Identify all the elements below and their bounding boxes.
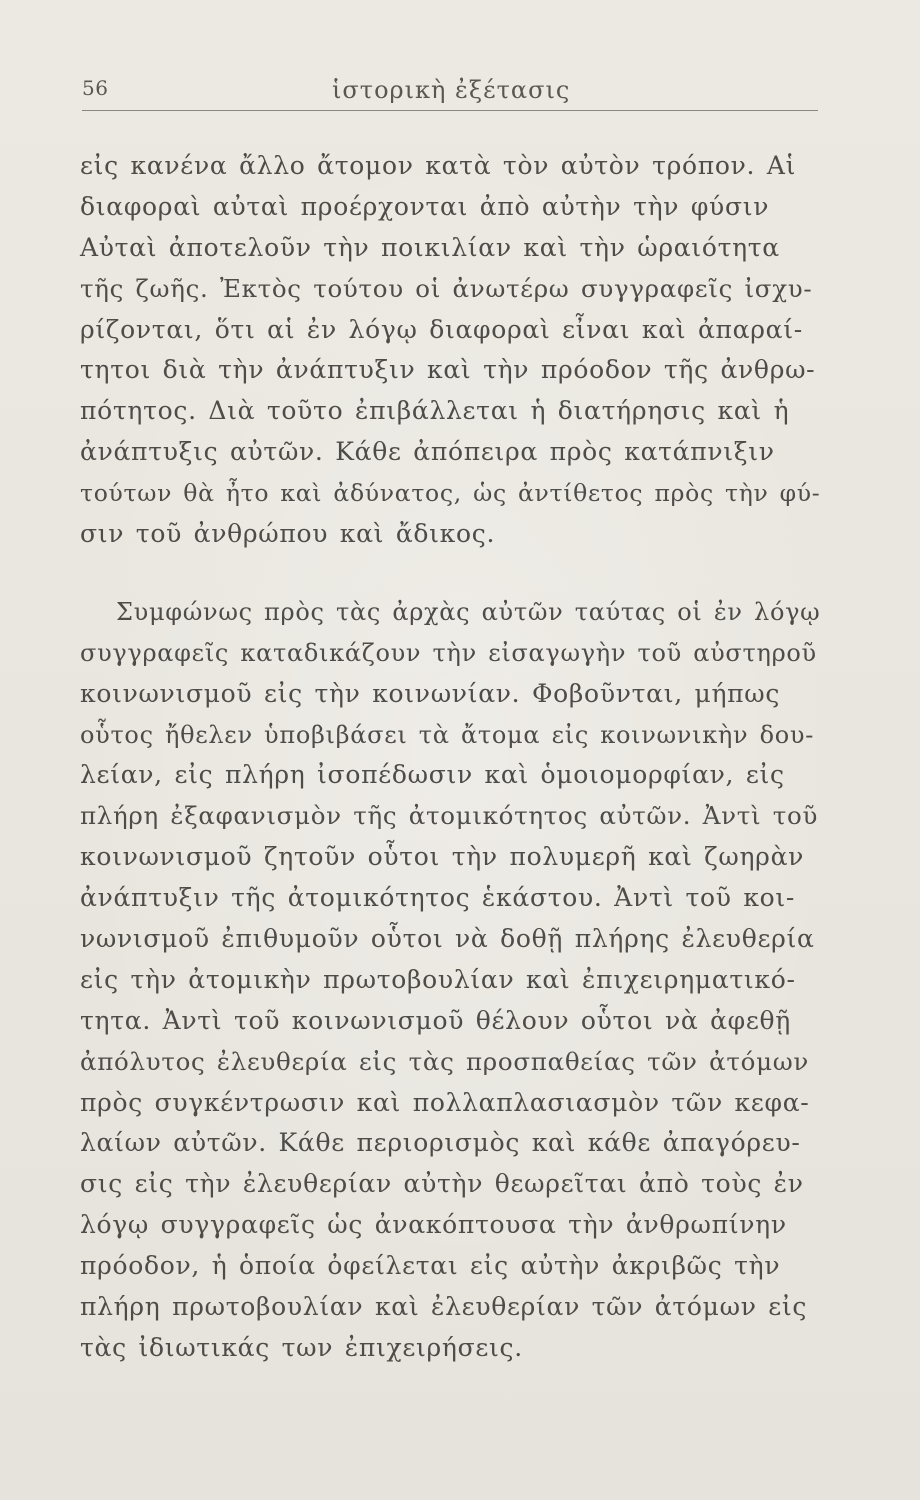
text-line: Συμφώνως πρὸς τὰς ἀρχὰς αὐτῶν ταύτας οἱ ἐν λόγῳ bbox=[116, 597, 821, 626]
text-line: πλήρη πρωτοβουλίαν καὶ ἐλευθερίαν τῶν ἀτόμων εἰς bbox=[80, 1292, 808, 1322]
text-line: διαφοραὶ αὐταὶ προέρχονται ἀπὸ αὐτὴν τὴν φύσιν bbox=[80, 191, 770, 221]
running-head bbox=[82, 72, 818, 112]
paragraph-gap bbox=[80, 555, 822, 592]
running-head-title: ἱστορικὴ ἐξέτασις bbox=[332, 76, 571, 104]
text-line: Αὐταὶ ἀποτελοῦν τὴν ποικιλίαν καὶ τὴν ὡραιότητα bbox=[80, 232, 780, 262]
text-line: κοινωνισμοῦ ζητοῦν οὗτοι τὴν πολυμερῆ καὶ ζωηρὰν bbox=[80, 842, 805, 872]
page-number: 56 bbox=[82, 76, 109, 100]
text-line: εἰς κανένα ἄλλο ἄτομον κατὰ τὸν αὐτὸν τρόπον. Αἱ bbox=[80, 151, 797, 180]
text-line: οὗτος ἤθελεν ὑποβιβάσει τὰ ἄτομα εἰς κοινωνικὴν δου- bbox=[80, 720, 815, 749]
text-line: τητοι διὰ τὴν ἀνάπτυξιν καὶ τὴν πρόοδον τῆς ἀνθρω- bbox=[80, 355, 816, 385]
text-line: λόγῳ συγγραφεῖς ὡς ἀνακόπτουσα τὴν ἀνθρωπίνην bbox=[80, 1210, 787, 1240]
text-line: λείαν, εἰς πλήρη ἰσοπέδωσιν καὶ ὁμοιομορφίαν, εἰς bbox=[80, 760, 785, 790]
body-text bbox=[80, 146, 822, 1369]
text-line: τῆς ζωῆς. Ἐκτὸς τούτου οἱ ἀνωτέρω συγγραφεῖς ἰσχυ- bbox=[80, 273, 813, 303]
text-line: πλήρη ἐξαφανισμὸν τῆς ἀτομικότητος αὐτῶν. Ἀντὶ τοῦ bbox=[80, 801, 819, 831]
text-line: ρίζονται, ὅτι αἱ ἐν λόγῳ διαφοραὶ εἶναι καὶ ἀπαραί- bbox=[80, 314, 803, 344]
text-line: πρόοδον, ἡ ὁποία ὀφείλεται εἰς αὐτὴν ἀκριβῶς τὴν bbox=[80, 1251, 781, 1281]
text-line: συγγραφεῖς καταδικάζουν τὴν εἰσαγωγὴν τοῦ αὐστηροῦ bbox=[80, 638, 817, 667]
text-line: λαίων αὐτῶν. Κάθε περιορισμὸς καὶ κάθε ἀπαγόρευ- bbox=[80, 1128, 801, 1158]
text-line: πότητος. Διὰ τοῦτο ἐπιβάλλεται ἡ διατήρησις καὶ ἡ bbox=[80, 396, 790, 426]
paragraph bbox=[80, 592, 822, 1369]
text-line: τητα. Ἀντὶ τοῦ κοινωνισμοῦ θέλουν οὗτοι νὰ ἀφεθῇ bbox=[80, 1005, 791, 1035]
header-rule bbox=[82, 110, 818, 111]
paragraph bbox=[80, 146, 822, 555]
text-line: σιν τοῦ ἀνθρώπου καὶ ἄδικος. bbox=[80, 519, 496, 549]
text-line: εἰς τὴν ἀτομικὴν πρωτοβουλίαν καὶ ἐπιχειρηματικό- bbox=[80, 964, 796, 994]
text-line: τὰς ἰδιωτικάς των ἐπιχειρήσεις. bbox=[80, 1332, 523, 1362]
text-line: σις εἰς τὴν ἐλευθερίαν αὐτὴν θεωρεῖται ἀπὸ τοὺς ἐν bbox=[80, 1169, 804, 1199]
text-line: ἀνάπτυξις αὐτῶν. Κάθε ἀπόπειρα πρὸς κατάπνιξιν bbox=[80, 437, 775, 467]
text-line: ἀνάπτυξιν τῆς ἀτομικότητος ἑκάστου. Ἀντὶ τοῦ κοι- bbox=[80, 883, 796, 913]
text-line: κοινωνισμοῦ εἰς τὴν κοινωνίαν. Φοβοῦνται, μήπως bbox=[80, 678, 781, 708]
text-line: ἀπόλυτος ἐλευθερία εἰς τὰς προσπαθείας τῶν ἀτόμων bbox=[80, 1046, 809, 1076]
text-line: πρὸς συγκέντρωσιν καὶ πολλαπλασιασμὸν τῶν κεφα- bbox=[80, 1087, 810, 1117]
text-line: τούτων θὰ ἦτο καὶ ἀδύνατος, ὡς ἀντίθετος πρὸς τὴν φύ- bbox=[80, 479, 821, 508]
text-line: νωνισμοῦ ἐπιθυμοῦν οὗτοι νὰ δοθῇ πλήρης ἐλευθερία bbox=[80, 924, 815, 954]
